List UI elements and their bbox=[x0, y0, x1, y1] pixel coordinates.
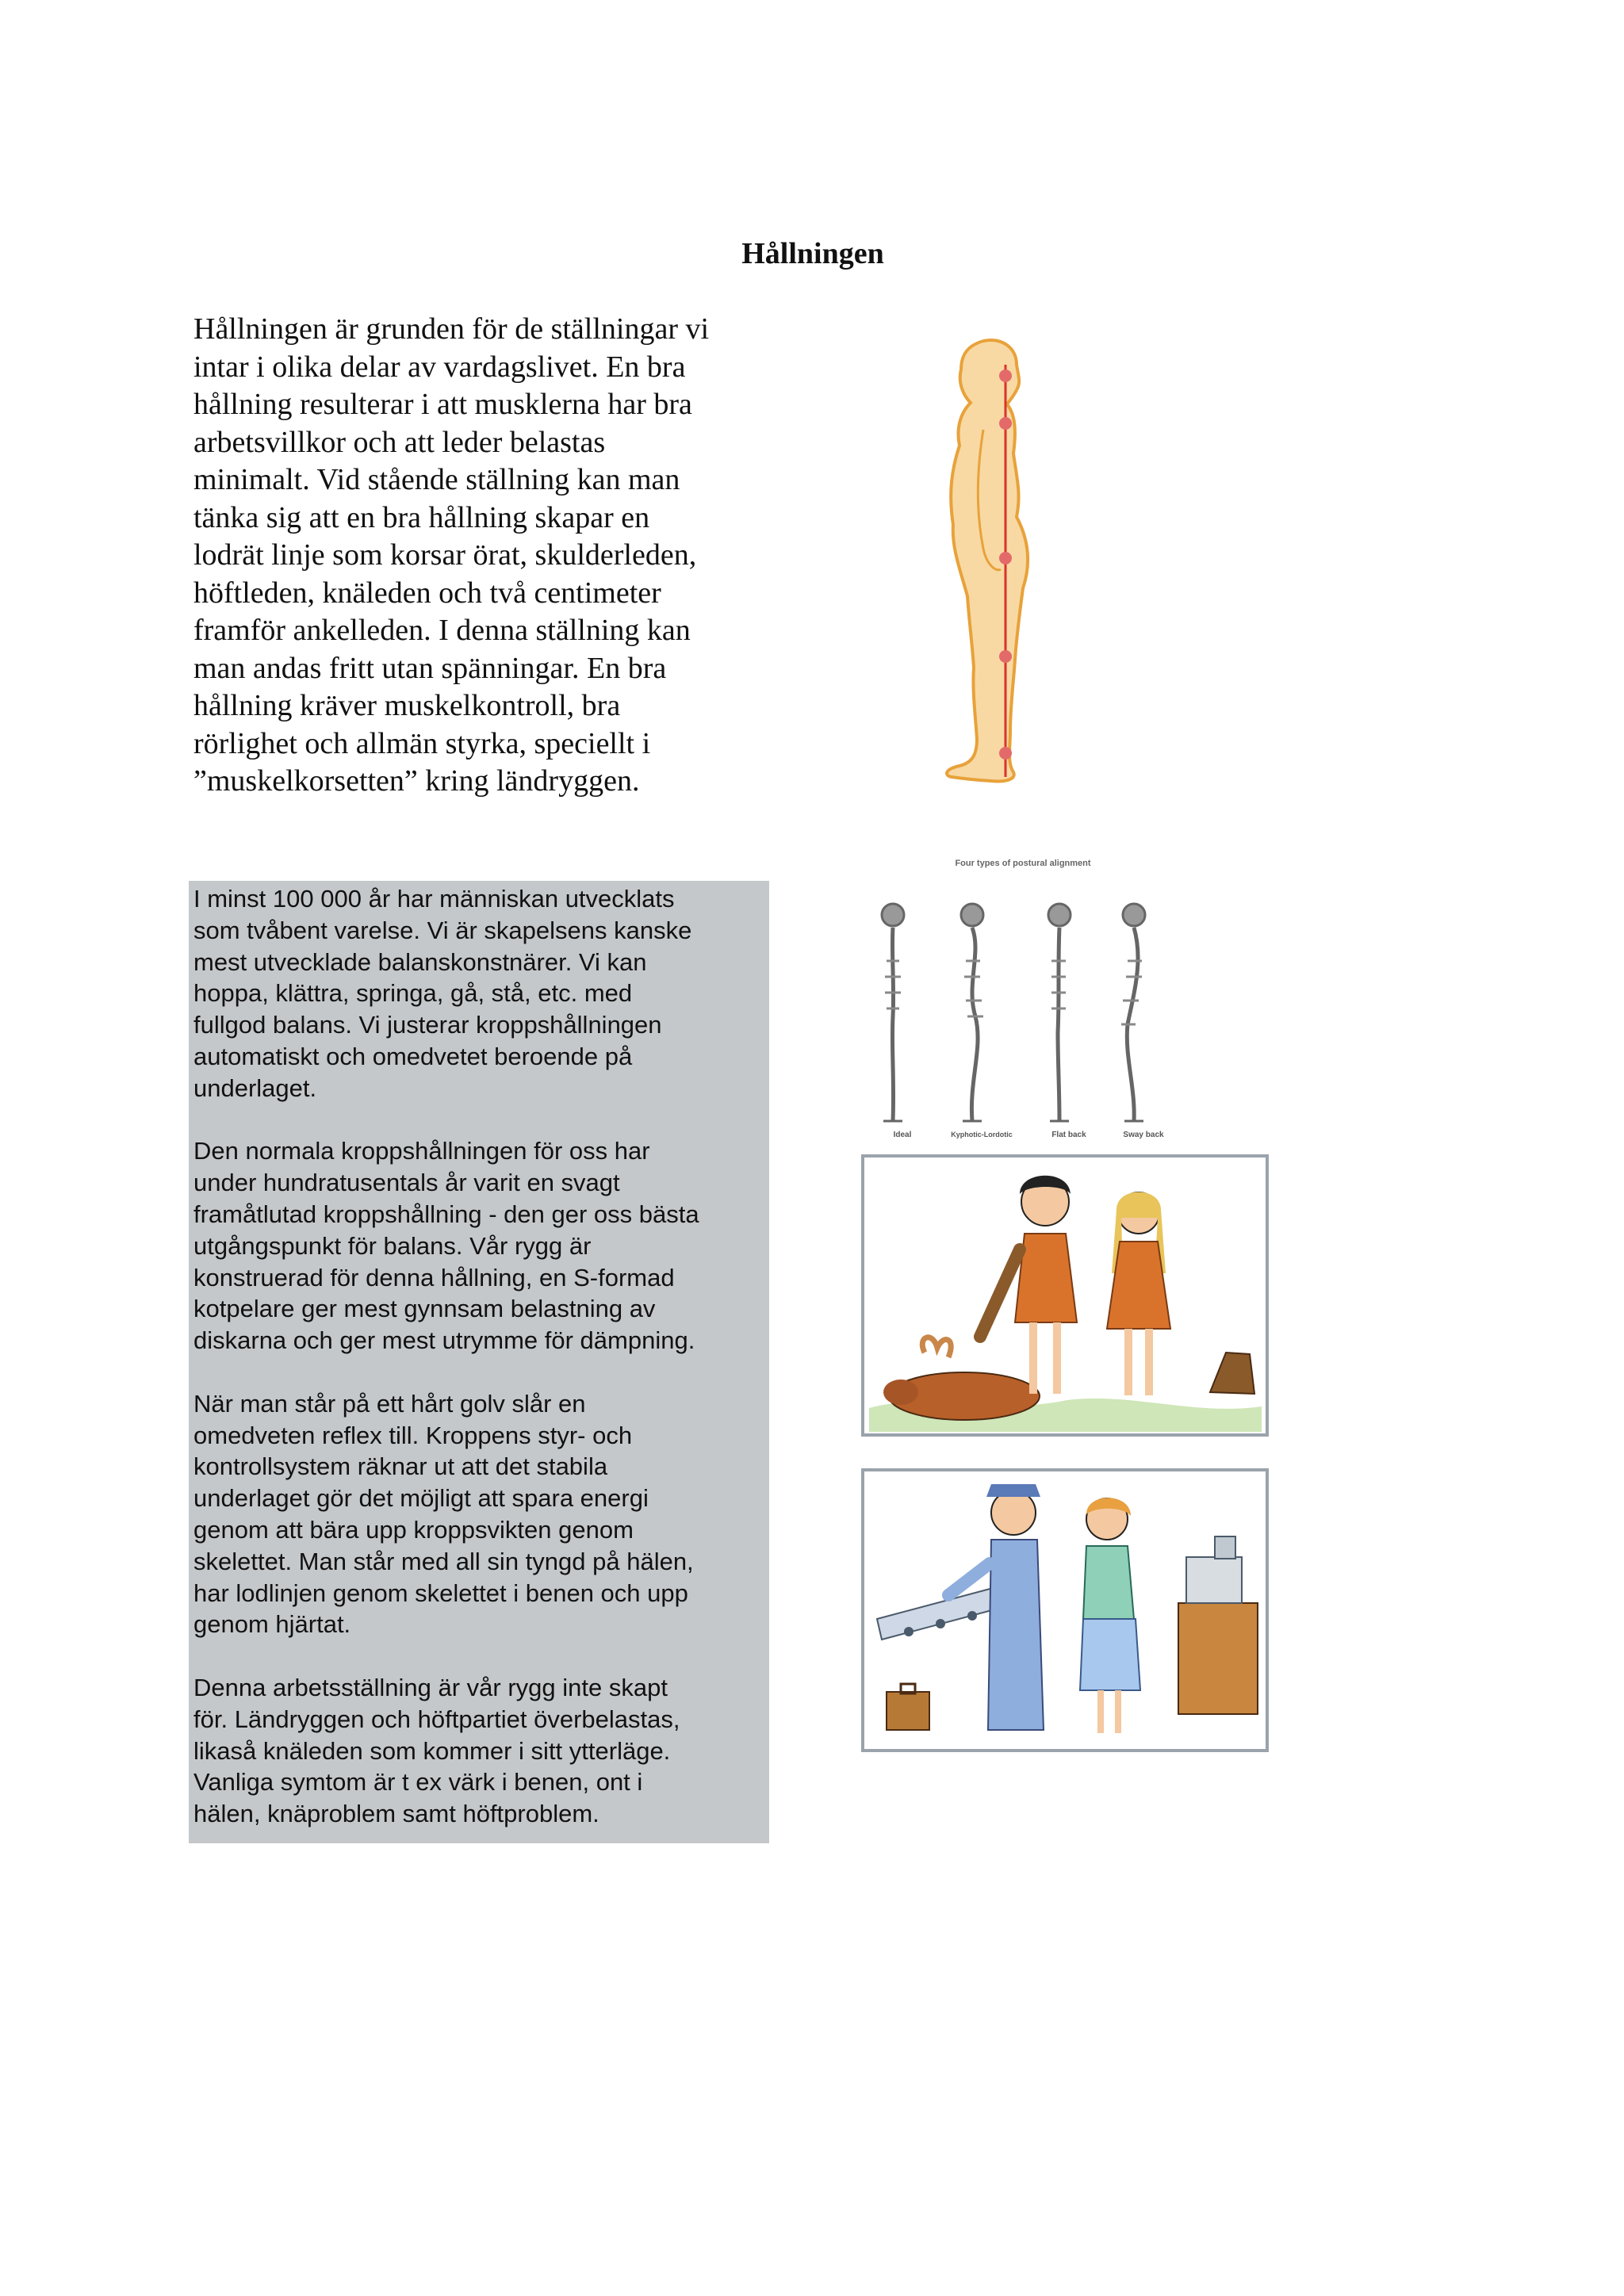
box-line: underlaget. bbox=[193, 1073, 317, 1102]
box-line: I minst 100 000 år har människan utvecklats bbox=[193, 885, 675, 913]
caption-sway-back: Sway back bbox=[1123, 1131, 1164, 1139]
intro-line: hållning resulterar i att musklerna har bra bbox=[193, 388, 692, 421]
skeleton-figure bbox=[864, 842, 1182, 1148]
caption-flat-back: Flat back bbox=[1051, 1131, 1086, 1139]
cave-people-illustration bbox=[861, 1154, 1269, 1437]
box-line: hoppa, klättra, springa, gå, stå, etc. med bbox=[193, 979, 633, 1008]
intro-line: Hållningen är grunden för de ställningar vi bbox=[193, 312, 710, 346]
box-line: omedveten reflex till. Kroppens styr- och bbox=[193, 1421, 633, 1449]
marker-shoulder bbox=[999, 417, 1012, 430]
box-line: kotpelare ger mest gynnsam belastning av bbox=[193, 1295, 656, 1323]
intro-line: arbetsvillkor och att leder belastas bbox=[193, 425, 606, 459]
marker-hip bbox=[999, 552, 1012, 564]
box-line: hälen, knäproblem samt höftproblem. bbox=[193, 1800, 599, 1828]
box-line: mest utvecklade balanskonstnärer. Vi kan bbox=[193, 947, 647, 976]
box-line: kontrollsystem räknar ut att det stabila bbox=[193, 1452, 608, 1481]
intro-line: rörlighet och allmän styrka, speciellt i bbox=[193, 726, 651, 760]
box-line: för. Ländryggen och höftpartiet överbelastas, bbox=[193, 1705, 680, 1733]
box-line: under hundratusentals år varit en svagt bbox=[193, 1169, 620, 1197]
box-line: underlaget gör det möjligt att spara energi bbox=[193, 1484, 649, 1513]
paragraph-gap bbox=[193, 1357, 764, 1388]
box-line: När man står på ett hårt golv slår en bbox=[193, 1389, 586, 1418]
info-box-text bbox=[193, 883, 764, 1830]
intro-line: intar i olika delar av vardagslivet. En bra bbox=[193, 350, 686, 384]
skeleton-sway-back bbox=[1121, 904, 1145, 1121]
box-line: likaså knäleden som kommer i sitt ytterläge. bbox=[193, 1736, 671, 1765]
box-line: diskarna och ger mest utrymme för dämpning. bbox=[193, 1326, 695, 1355]
intro-line: tänka sig att en bra hållning skapar en bbox=[193, 500, 650, 534]
box-line: genom att bära upp kroppsvikten genom bbox=[193, 1515, 634, 1544]
intro-line: lodrät linje som korsar örat, skulderleden, bbox=[193, 538, 697, 572]
intro-line: framför ankelleden. I denna ställning kan bbox=[193, 614, 691, 647]
box-line: Den normala kroppshållningen för oss har bbox=[193, 1137, 650, 1165]
skeleton-ideal bbox=[882, 904, 904, 1121]
skeleton-figure-heading: Four types of postural alignment bbox=[955, 859, 1091, 868]
paragraph-gap bbox=[193, 1104, 764, 1136]
box-line: Denna arbetsställning är vår rygg inte skapt bbox=[193, 1673, 668, 1701]
marker-ear bbox=[999, 369, 1012, 382]
skeleton-kyphotic-lordotic bbox=[961, 904, 983, 1121]
marker-knee bbox=[999, 650, 1012, 663]
box-line: har lodlinjen genom skelettet i benen och upp bbox=[193, 1578, 688, 1607]
box-line: fullgod balans. Vi justerar kroppshållningen bbox=[193, 1011, 662, 1039]
box-line: utgångspunkt för balans. Vår rygg är bbox=[193, 1231, 592, 1260]
caption-kyphotic-lordotic: Kyphotic-Lordotic bbox=[951, 1131, 1013, 1138]
posture-figure bbox=[928, 335, 1063, 794]
page-title: Hållningen bbox=[741, 237, 884, 270]
intro-line: höftleden, knäleden och två centimeter bbox=[193, 576, 661, 610]
modern-people-illustration bbox=[861, 1468, 1269, 1752]
intro-line: hållning kräver muskelkontroll, bra bbox=[193, 689, 621, 722]
skeleton-flat-back bbox=[1048, 904, 1071, 1121]
box-line: Vanliga symtom är t ex värk i benen, ont i bbox=[193, 1768, 643, 1797]
box-line: skelettet. Man står med all sin tyngd på hälen, bbox=[193, 1547, 694, 1575]
intro-line: minimalt. Vid stående ställning kan man bbox=[193, 463, 680, 496]
intro-paragraph bbox=[193, 311, 796, 801]
box-line: genom hjärtat. bbox=[193, 1610, 351, 1639]
marker-ankle bbox=[999, 747, 1012, 760]
box-line: konstruerad för denna hållning, en S-formad bbox=[193, 1263, 675, 1292]
caption-ideal: Ideal bbox=[893, 1131, 912, 1139]
intro-line: man andas fritt utan spänningar. En bra bbox=[193, 651, 667, 685]
paragraph-gap bbox=[193, 1640, 764, 1672]
intro-line: ”muskelkorsetten” kring ländryggen. bbox=[193, 764, 640, 798]
box-line: automatiskt och omedvetet beroende på bbox=[193, 1042, 633, 1070]
box-line: som tvåbent varelse. Vi är skapelsens kanske bbox=[193, 916, 692, 944]
box-line: framåtlutad kroppshållning - den ger oss bästa bbox=[193, 1200, 699, 1228]
